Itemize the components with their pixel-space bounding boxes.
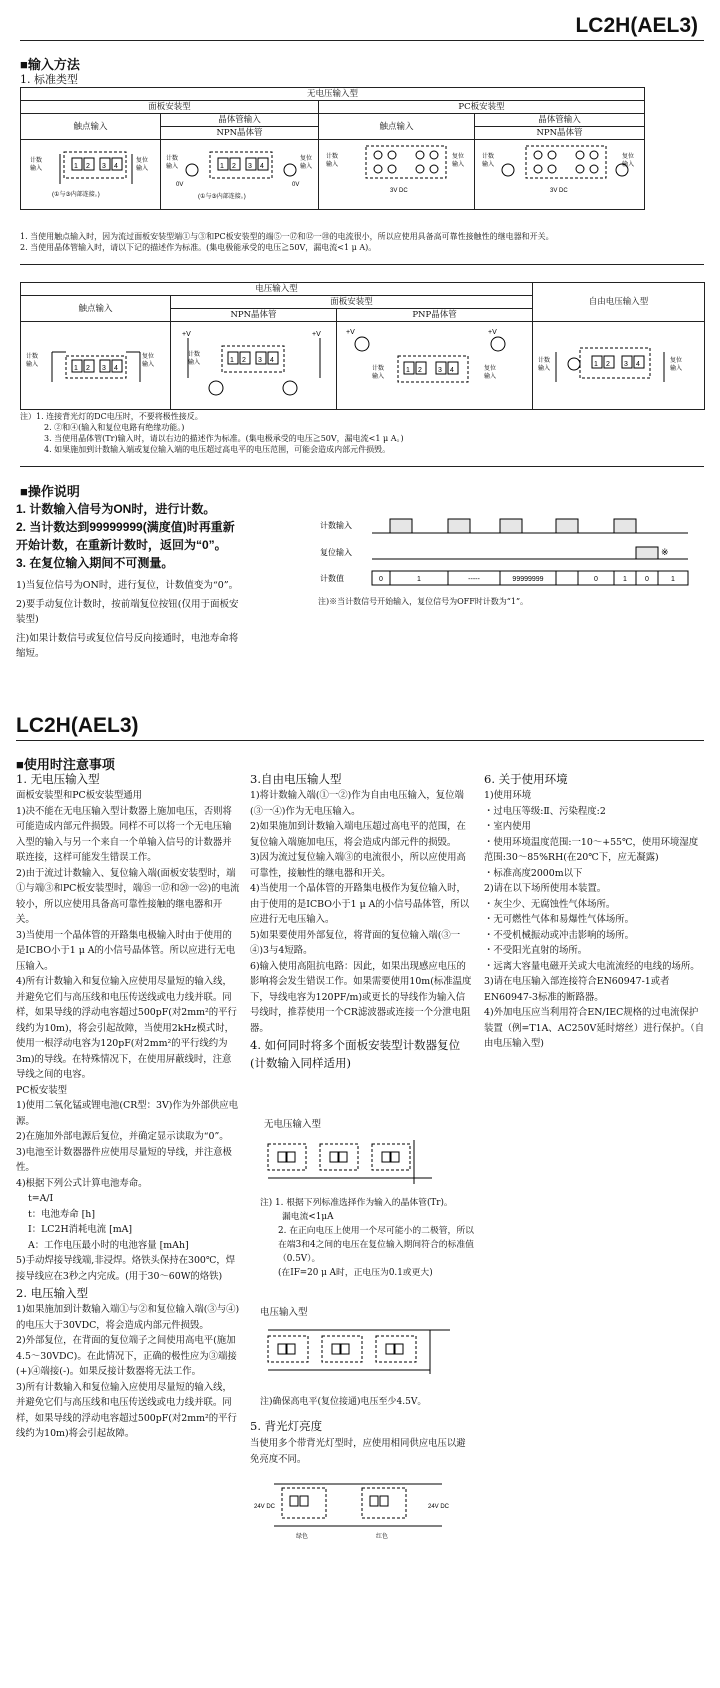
fig-voltage-note: 注)确保高电平(复位接通)电压至少4.5V。 bbox=[260, 1397, 427, 1407]
svg-text:1: 1 bbox=[405, 367, 410, 374]
t2-diagram-contact bbox=[21, 322, 171, 410]
svg-text:复位: 复位 bbox=[451, 154, 464, 160]
paragraph: ・室内使用 bbox=[484, 821, 531, 832]
paragraph: ・不受阳光直射的场所。 bbox=[484, 945, 588, 956]
svg-text:计数: 计数 bbox=[187, 352, 200, 358]
svg-text:3: 3 bbox=[101, 163, 106, 170]
t2-free-header: 自由电压输入型 bbox=[533, 283, 705, 322]
section-heading: 1. 无电压输入型 bbox=[16, 772, 100, 786]
paragraph: 4)根据下列公式计算电池寿命。 bbox=[16, 1177, 148, 1189]
t2-note-3: 3. 当使用晶体管(Tr)输入时，请以右边的描述作为标准。(集电极承受的电压≧50V，漏电流<1 μ A。) bbox=[44, 434, 404, 443]
timing-count-value: 0 bbox=[594, 576, 598, 583]
svg-text:4: 4 bbox=[259, 163, 264, 170]
section-heading: 2. 电压输入型 bbox=[16, 1286, 89, 1300]
paragraph: 5)手动焊接导线端,非浸焊。烙铁头保持在300℃，焊接导线应在3秒之内完成。(用于30〜60W的烙铁) bbox=[16, 1255, 236, 1282]
paragraph: ・不受机械振动或冲击影响的场所。 bbox=[484, 929, 635, 941]
timing-count-value: 1 bbox=[417, 576, 421, 583]
fig-note: 2. 在正向电压上使用一个尽可能小的二极管，所以在端3和4之间的电压在复位输入期间符合的标准值（0.5V）。 bbox=[278, 1226, 474, 1264]
paragraph: 2)如果施加到计数输入端电压超过高电平的范围，在复位输入端施加电压，将会造成内部元件的损毁。 bbox=[250, 821, 466, 848]
paragraph: 1)如果施加到计数输入端①与②和复位输入端(③与④)的电压大于30VDC，将会造成内部元件损毁。 bbox=[16, 1304, 240, 1331]
red-label: 红色 bbox=[376, 1534, 389, 1540]
svg-text:输入: 输入 bbox=[299, 164, 312, 170]
section-heading: 3.自由电压输人型 bbox=[250, 772, 342, 786]
paragraph: ・无可燃性气体和易爆性气体场所。 bbox=[484, 914, 635, 925]
paragraph: 面板安装型和PC板安装型通用 bbox=[16, 790, 142, 801]
operation-sub-item: 2)要手动复位计数时，按前端复位按钮(仅用于面板安装型) bbox=[16, 599, 239, 625]
paragraph: 3)因为流过复位输入端③的电流很小，所以应使用高可靠性，接触性的继电器和开关。 bbox=[250, 852, 466, 879]
wiring-diagram bbox=[22, 322, 170, 406]
t1-diagram-contact-panel bbox=[21, 140, 161, 210]
paragraph: 3)当使用一个晶体管的开路集电极输入时由于使用的是ICBO小于1 μ A的小信号晶体管。所以应进行无电压输入。 bbox=[16, 929, 236, 972]
svg-text:复位: 复位 bbox=[669, 358, 682, 364]
svg-text:输入: 输入 bbox=[451, 162, 464, 168]
svg-text:计数: 计数 bbox=[325, 154, 338, 160]
svg-text:2: 2 bbox=[241, 357, 246, 364]
input-method-subtitle: 1. 标准类型 bbox=[20, 73, 78, 86]
paragraph: t：电池寿命 [h] bbox=[28, 1208, 95, 1220]
svg-text:2: 2 bbox=[85, 365, 90, 372]
svg-text:计数: 计数 bbox=[537, 358, 550, 364]
svg-text:1: 1 bbox=[593, 361, 598, 368]
t2-top-header: 电压输入型 bbox=[21, 283, 533, 296]
paragraph: ・灰尘少、无腐蚀性气体场所。 bbox=[484, 898, 616, 910]
paragraph: t=A/I bbox=[28, 1193, 54, 1204]
paragraph: 1)将计数输入端(①一②)作为自由电压输入，复位端(③一④)作为无电压输入。 bbox=[250, 790, 464, 817]
t1-note-2: 2. 当使用晶体管输入时，请以下记的描述作为标准。(集电极能承受的电压≧50V，漏电流<1 μ A)。 bbox=[20, 243, 377, 252]
svg-text:1: 1 bbox=[73, 365, 78, 372]
timing-count-value: 1 bbox=[671, 576, 675, 583]
plus-v-label: +V bbox=[311, 331, 321, 338]
parallel-reset-diagram-2 bbox=[262, 1322, 462, 1382]
fig-note: (在IF=20 μ A时，正电压为0.1或更大) bbox=[278, 1268, 433, 1278]
voltage-input-table bbox=[20, 282, 705, 410]
wiring-diagram bbox=[476, 140, 644, 206]
operation-item: 3. 在复位输入期间不可测量。 bbox=[16, 556, 174, 570]
parallel-reset-diagram-1 bbox=[262, 1134, 442, 1192]
paragraph: 5)如果要使用外部复位，将背面的复位输入端(③一④)3与4短路。 bbox=[250, 929, 461, 956]
t1-trans-2: 晶体管输入 bbox=[475, 114, 645, 127]
section-heading: 6. 关于使用环境 bbox=[484, 772, 568, 786]
t1-top-header: 无电压输入型 bbox=[21, 88, 645, 101]
section-rule bbox=[20, 264, 704, 265]
svg-text:输入: 输入 bbox=[165, 164, 178, 170]
paragraph: 3)电池至计数器器件应使用尽量短的导线，并注意极性。 bbox=[16, 1146, 232, 1173]
timing-count-value: 99999999 bbox=[512, 576, 544, 583]
fig-voltage-label: 电压输入型 bbox=[260, 1307, 308, 1318]
svg-text:3: 3 bbox=[623, 361, 628, 368]
t1-contact-1: 触点输入 bbox=[21, 114, 161, 140]
dc-3v-label: 3V DC bbox=[389, 188, 408, 194]
page-header-model-2: LC2H(AEL3) bbox=[16, 714, 139, 737]
paragraph: 1)使用二氧化锰或锂电池(CR型：3V)作为外部供应电源。 bbox=[16, 1100, 239, 1127]
paragraph: 4)所有计数输入和复位输入应使用尽量短的输入线，并避免它们与高压线和电压传送线或电力线并联。同样，如果导线的浮动电容超过500pF(对2mm²的平行线约为10m)，将会引起故障，当使用2kHz模式时，使用一根浮动电容为120pF(对2mm²的平行线约为3m)的导线。在特殊情况下，在使用屏蔽线时，注意导线之间的电容。 bbox=[16, 976, 237, 1080]
t1-pc-header: PC板安装型 bbox=[319, 101, 645, 114]
t1-diagram-trans-panel bbox=[161, 140, 319, 210]
svg-text:输入: 输入 bbox=[187, 360, 200, 366]
paragraph: PC板安装型 bbox=[16, 1084, 67, 1096]
t1-trans-1: 晶体管输入 bbox=[161, 114, 319, 127]
diagram-caption: (①与③内部连接。) bbox=[51, 192, 100, 198]
paragraph: 2)在施加外部电源后复位，并确定显示读取为“0”。 bbox=[16, 1131, 229, 1142]
svg-text:输入: 输入 bbox=[481, 162, 494, 168]
fig-notes bbox=[260, 1196, 474, 1280]
svg-text:3: 3 bbox=[101, 365, 106, 372]
svg-text:输入: 输入 bbox=[141, 362, 154, 368]
green-label: 绿色 bbox=[296, 1534, 309, 1540]
svg-text:输入: 输入 bbox=[537, 366, 550, 372]
t1-npn-1: NPN晶体管 bbox=[161, 127, 319, 140]
paragraph: 3)所有计数输入和复位输入应使用尽量短的输入线，并避免它们与高压线和电压传送线或电力线并联。同样，如果导线的浮动电容超过500pF(对2mm²的平行线约为10m)将会引起故障。 bbox=[16, 1381, 237, 1439]
svg-text:复位: 复位 bbox=[621, 154, 634, 160]
wiring-diagram bbox=[162, 140, 318, 206]
operation-title: ■操作说明 bbox=[20, 484, 80, 499]
svg-text:3: 3 bbox=[257, 357, 262, 364]
paragraph: 2)由于流过计数输入、复位输入端(面板安装型时，端①与端③和PC板安装型时，端⑮一⑰和⑳一㉒)的电流较小，所以应使用具备高可靠性接触的继电器和开关。 bbox=[16, 867, 240, 925]
timing-diagram bbox=[318, 515, 710, 607]
zero-v-label: 0V bbox=[175, 182, 183, 188]
backlight-text: 当使用多个带背光灯型时，应使用相同供应电压以避免亮度不同。 bbox=[250, 1438, 466, 1465]
paragraph: A：工作电压最小时的电池容量 [mAh] bbox=[28, 1239, 189, 1251]
wiring-diagram bbox=[320, 140, 474, 206]
count-input-label: 计数 bbox=[29, 158, 42, 164]
wiring-diagram bbox=[338, 322, 532, 406]
input-method-title: ■输入方法 bbox=[20, 57, 80, 72]
timing-value-label: 计数值 bbox=[320, 574, 344, 583]
t2-pnp: PNP晶体管 bbox=[337, 309, 533, 322]
svg-text:2: 2 bbox=[417, 367, 422, 374]
t1-diagram-contact-pc bbox=[319, 140, 475, 210]
svg-text:4: 4 bbox=[635, 361, 640, 368]
svg-text:输入: 输入 bbox=[621, 162, 634, 168]
svg-text:计数: 计数 bbox=[165, 156, 178, 162]
t2-contact: 触点输入 bbox=[21, 296, 171, 322]
svg-text:4: 4 bbox=[113, 163, 118, 170]
fig-note: 注) 1. 根据下列标准选择作为输入的晶体管(Tr)。 bbox=[260, 1198, 453, 1208]
svg-text:复位: 复位 bbox=[141, 354, 154, 360]
svg-text:2: 2 bbox=[605, 361, 610, 368]
precautions-title: ■使用时注意事项 bbox=[16, 757, 115, 772]
diagram-caption: (①与③内部连接。) bbox=[197, 194, 246, 200]
24v-dc-label: 24V DC bbox=[254, 1504, 276, 1510]
wiring-diagram bbox=[534, 322, 704, 406]
paragraph: I：LC2H消耗电流 [mA] bbox=[28, 1224, 133, 1235]
paragraph: 1)决不能在无电压输入型计数器上施加电压，否则将可能造成内部元件损毁。同样不可以将一个无电压输入型的输入与另一个来自一个单输入信号的计数器并联连接，这样可能发生错误工作。 bbox=[16, 805, 232, 863]
svg-text:4: 4 bbox=[113, 365, 118, 372]
timing-count-value: 1 bbox=[623, 576, 627, 583]
operation-list bbox=[16, 500, 244, 572]
timing-count-value: 0 bbox=[645, 576, 649, 583]
plus-v-label: +V bbox=[181, 331, 191, 338]
paragraph: 6)输入使用高阻抗电路：因此，如果出现感应电压的影响将会发生错误工作。如果需要使用10m(标准温度下，导线电容为120PF/m)或更长的导线作为输入信号线时，推荐使用一个CR滤波器或连接一个分泄电阻器。 bbox=[250, 960, 472, 1034]
svg-text:4: 4 bbox=[449, 367, 454, 374]
t2-note-4: 4. 如果施加到计数输入端或复位输入端的电压超过高电平的电压范围，可能会造成内部元件损毁。 bbox=[44, 445, 391, 454]
precautions-column-1 bbox=[16, 770, 240, 1442]
svg-text:1: 1 bbox=[229, 357, 234, 364]
paragraph: 4)当使用一个晶体管的开路集电极作为复位输入时，由于使用的是ICBO小于1 μ A的小信号晶体管，所以应进行无电压输入。 bbox=[250, 883, 470, 925]
svg-text:复位: 复位 bbox=[299, 156, 312, 162]
svg-text:3: 3 bbox=[247, 163, 252, 170]
svg-text:3: 3 bbox=[437, 367, 442, 374]
svg-text:2: 2 bbox=[85, 163, 90, 170]
svg-text:计数: 计数 bbox=[25, 354, 38, 360]
svg-text:1: 1 bbox=[219, 163, 224, 170]
operation-item: 2. 当计数达到99999999(满度值)时再重新开始计数，在重新计数时，返回为“0”。 bbox=[16, 520, 235, 552]
plus-v-label: +V bbox=[487, 329, 497, 336]
timing-note: 注)※当计数信号开始输入，复位信号为OFF时计数为“1”。 bbox=[318, 597, 529, 606]
t1-diagram-trans-pc bbox=[475, 140, 645, 210]
section-heading: 4. 如何同时将多个面板安装型计数器复位(计数输入同样适用) bbox=[250, 1038, 461, 1070]
t2-note-1: 注）1. 连接背光灯的DC电压时，不要将极性接反。 bbox=[20, 412, 203, 421]
svg-text:4: 4 bbox=[269, 357, 274, 364]
t1-npn-2: NPN晶体管 bbox=[475, 127, 645, 140]
paragraph: ・标准高度2000m以下 bbox=[484, 867, 583, 879]
svg-text:输入: 输入 bbox=[135, 166, 148, 172]
svg-text:输入: 输入 bbox=[25, 362, 38, 368]
timing-mark: ※ bbox=[661, 547, 669, 557]
paragraph: ・远离大容量电磁开关或大电流流经的电线的场所。 bbox=[484, 960, 700, 972]
fig-no-voltage-label: 无电压输入型 bbox=[264, 1119, 322, 1130]
svg-text:计数: 计数 bbox=[481, 154, 494, 160]
operation-sub-item: 注)如果计数信号或复位信号反向接通时，电池寿命将缩短。 bbox=[16, 633, 239, 659]
paragraph: 2)请在以下场所使用本装置。 bbox=[484, 883, 607, 894]
t2-note-2: 2. ②和④(输入和复位电路有绝缘功能。) bbox=[44, 423, 185, 432]
plus-v-label: +V bbox=[345, 329, 355, 336]
t2-npn: NPN晶体管 bbox=[171, 309, 337, 322]
svg-text:1: 1 bbox=[73, 163, 78, 170]
paragraph: ・使用环境温度范围:一10〜+55℃，使用环境湿度范围:30〜85%RH(在20℃下，应无凝露) bbox=[484, 836, 699, 863]
svg-text:输入: 输入 bbox=[29, 166, 42, 172]
24v-dc-label: 24V DC bbox=[428, 1504, 450, 1510]
svg-text:输入: 输入 bbox=[371, 374, 384, 380]
section-rule bbox=[20, 466, 704, 467]
svg-text:复位: 复位 bbox=[483, 366, 496, 372]
t2-diagram-npn bbox=[171, 322, 337, 410]
fig-note: 漏电流<1μA bbox=[282, 1212, 334, 1222]
zero-v-label: 0V bbox=[291, 182, 299, 188]
t1-contact-2: 触点输入 bbox=[319, 114, 475, 140]
svg-text:计数: 计数 bbox=[371, 366, 384, 372]
t1-panel-header: 面板安装型 bbox=[21, 101, 319, 114]
svg-text:输入: 输入 bbox=[325, 162, 338, 168]
t2-diagram-free bbox=[533, 322, 705, 410]
paragraph: 1)使用环境 bbox=[484, 790, 532, 801]
timing-count-value: ----- bbox=[468, 576, 480, 583]
wiring-diagram bbox=[172, 322, 336, 406]
t1-note-1: 1. 当使用触点输入时，因为流过面板安装型端①与③和PC板安装型的端⑤一⑰和⑫一⑳的电流很小，所以应使用具备高可靠性接触性的继电器和开关。 bbox=[20, 232, 554, 241]
dc-3v-label: 3V DC bbox=[549, 188, 568, 194]
paragraph: ・过电压等级:Ⅱ、污染程度:2 bbox=[484, 805, 606, 817]
header-rule bbox=[16, 740, 704, 741]
operation-sub-list bbox=[16, 578, 244, 661]
timing-count-value: 0 bbox=[379, 576, 383, 583]
reset-input-label: 复位 bbox=[135, 158, 148, 164]
precautions-column-2 bbox=[250, 770, 474, 1072]
paragraph: 3)请在电压输入部连接符合EN60947-1或者EN60947-3标准的断路器。 bbox=[484, 976, 670, 1003]
svg-text:输入: 输入 bbox=[669, 366, 682, 372]
wiring-diagram bbox=[22, 140, 160, 206]
operation-sub-item: 1)当复位信号为ON时，进行复位，计数值变为“0”。 bbox=[16, 580, 239, 591]
svg-text:输入: 输入 bbox=[483, 374, 496, 380]
timing-count-label: 计数输入 bbox=[320, 521, 352, 530]
no-voltage-input-table bbox=[20, 87, 645, 210]
header-rule bbox=[20, 40, 704, 41]
operation-item: 1. 计数输入信号为ON时，进行计数。 bbox=[16, 502, 216, 516]
page-header-model: LC2H(AEL3) bbox=[575, 14, 698, 37]
precautions-column-3 bbox=[484, 770, 706, 1052]
backlight-diagram bbox=[252, 1474, 464, 1544]
backlight-heading: 5. 背光灯亮度 bbox=[250, 1419, 323, 1433]
t2-diagram-pnp bbox=[337, 322, 533, 410]
svg-text:2: 2 bbox=[231, 163, 236, 170]
t2-panel: 面板安装型 bbox=[171, 296, 533, 309]
paragraph: 4)外加电压应当利用符合EN/IEC规格的过电流保护装置（例=T1A、AC250V延时熔丝）进行保护。（自由电压输入型) bbox=[484, 1007, 705, 1049]
timing-reset-label: 复位输入 bbox=[320, 548, 352, 557]
paragraph: 2)外部复位，在背面的复位端子之间使用高电平(施加4.5〜30VDC)。在此情况下，正确的极性应为③端接(+)④端接(-)。如果反接计数器将无法工作。 bbox=[16, 1335, 237, 1377]
